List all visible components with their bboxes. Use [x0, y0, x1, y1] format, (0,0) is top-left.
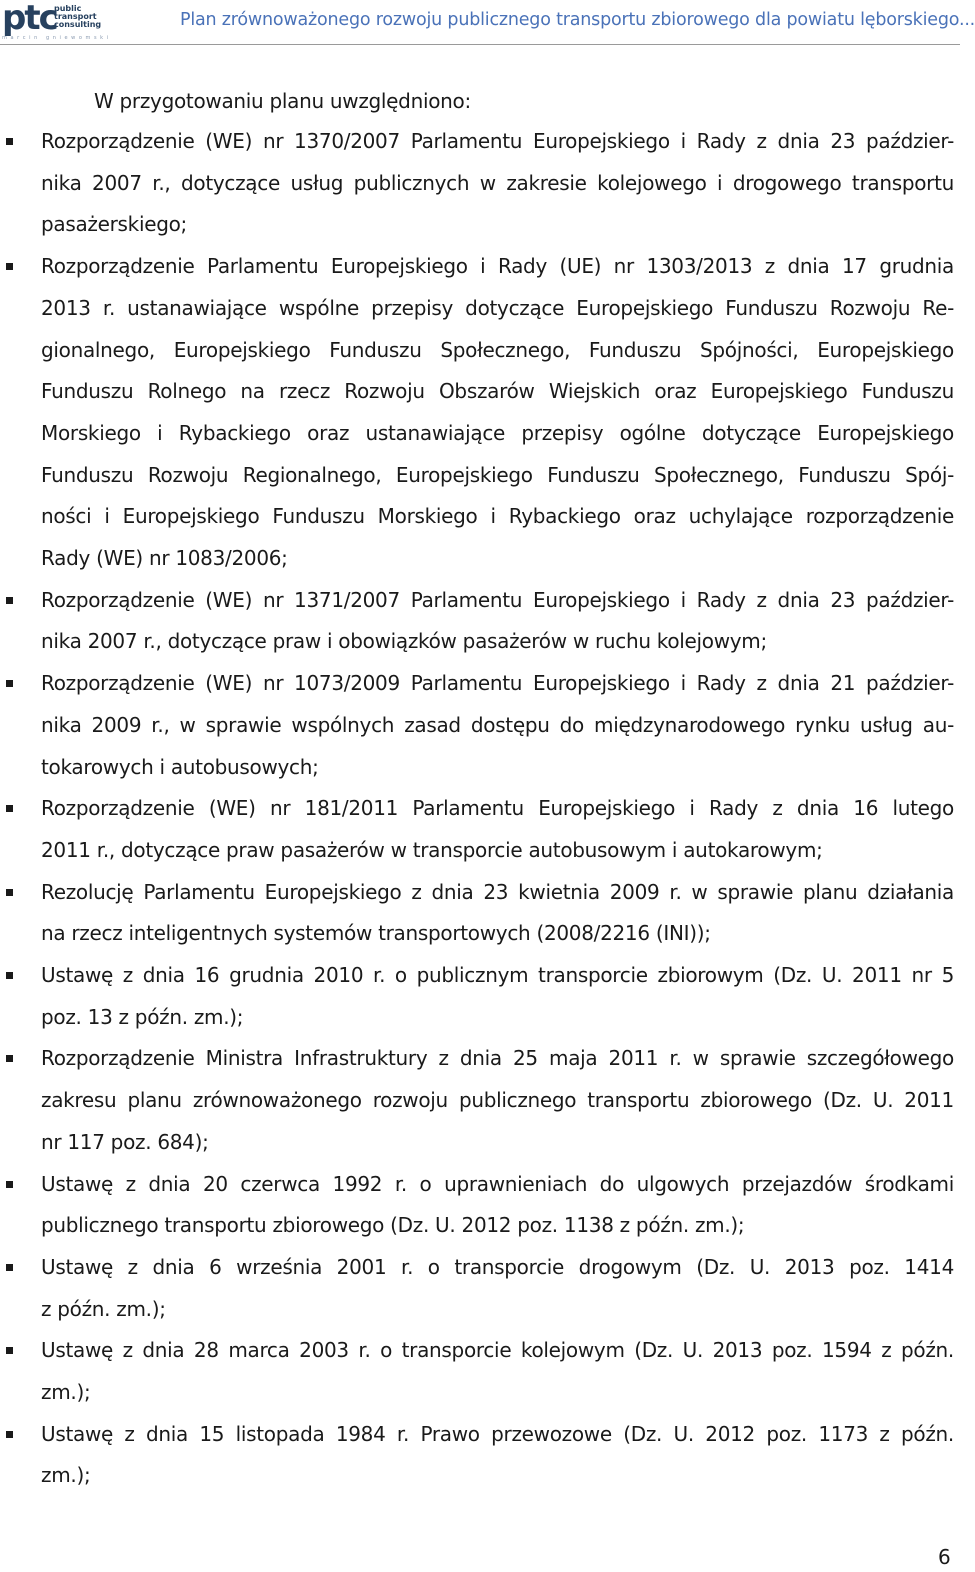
list-item-line: ności i Europejskiego Funduszu Morskiego i Rybackiego oraz uchylające rozporządzenie — [41, 504, 954, 529]
document-title: Plan zrównoważonego rozwoju publicznego transportu zbiorowego dla powiatu lęborskiego... — [180, 10, 975, 30]
bullet-icon — [6, 597, 13, 604]
list-item-line: zm.); — [41, 1463, 91, 1488]
list-item-line: nika 2009 r., w sprawie wspólnych zasad dostępu do międzynarodowego rynku usług au- — [41, 712, 954, 737]
list-item-line: Ustawę z dnia 16 grudnia 2010 r. o publicznym transporcie zbiorowym (Dz. U. 2011 nr 5 — [41, 963, 954, 987]
list-item-line: Funduszu Rozwoju Regionalnego, Europejskiego Funduszu Społecznego, Funduszu Spój- — [41, 462, 954, 487]
list-item-line: Funduszu Rolnego na rzecz Rozwoju Obszarów Wiejskich oraz Europejskiego Funduszu — [41, 379, 954, 404]
bullet-icon — [6, 1347, 13, 1354]
list-item-line: Rezolucję Parlamentu Europejskiego z dnia 23 kwietnia 2009 r. w sprawie planu działania — [41, 879, 954, 904]
bullet-icon — [6, 972, 13, 979]
list-item-line: Rozporządzenie (WE) nr 1370/2007 Parlamentu Europejskiego i Rady z dnia 23 paździer- — [41, 129, 954, 153]
list-item-line: nr 117 poz. 684); — [41, 1129, 209, 1154]
list-item-line: Rady (WE) nr 1083/2006; — [41, 546, 288, 570]
logo-tagline: m a r c i n g n i e w o m s k i — [2, 35, 110, 41]
list-item-line: zm.); — [41, 1380, 91, 1404]
list-item-line: Rozporządzenie Ministra Infrastruktury z dnia 25 maja 2011 r. w sprawie szczegółowego — [41, 1046, 954, 1071]
logo-subtext: public transport consulting — [54, 4, 102, 29]
page-header — [0, 0, 975, 44]
list-item-line: 2013 r. ustanawiające wspólne przepisy dotyczące Europejskiego Funduszu Rozwoju Re- — [41, 295, 954, 320]
list-item-line: zakresu planu zrównoważonego rozwoju publicznego transportu zbiorowego (Dz. U. 2011 — [41, 1088, 954, 1113]
bullet-icon — [6, 680, 13, 687]
list-item-line: Rozporządzenie Parlamentu Europejskiego i Rady (UE) nr 1303/2013 z dnia 17 grudnia — [41, 254, 954, 279]
bullet-icon — [6, 1181, 13, 1188]
list-item-line: Ustawę z dnia 6 września 2001 r. o transporcie drogowym (Dz. U. 2013 poz. 1414 — [41, 1254, 954, 1279]
list-item-line: nika 2007 r., dotyczące praw i obowiązków pasażerów w ruchu kolejowym; — [41, 629, 767, 654]
list-item-line: publicznego transportu zbiorowego (Dz. U. 2012 poz. 1138 z późn. zm.); — [41, 1213, 745, 1238]
header-divider — [0, 44, 960, 45]
list-item-line: Rozporządzenie (WE) nr 1073/2009 Parlamentu Europejskiego i Rady z dnia 21 paździer- — [41, 671, 954, 696]
page-number: 6 — [938, 1545, 951, 1569]
intro-text: W przygotowaniu planu uwzględniono: — [94, 89, 471, 113]
bullet-icon — [6, 1264, 13, 1271]
list-item-line: z późn. zm.); — [41, 1296, 166, 1321]
bullet-icon — [6, 1431, 13, 1438]
list-item-line: Morskiego i Rybackiego oraz ustanawiające przepisy ogólne dotyczące Europejskiego — [41, 420, 954, 445]
bullet-icon — [6, 263, 13, 270]
bullet-icon — [6, 889, 13, 896]
list-item-line: na rzecz inteligentnych systemów transportowych (2008/2216 (INI)); — [41, 921, 711, 946]
list-item-line: nika 2007 r., dotyczące usług publicznych w zakresie kolejowego i drogowego transportu — [41, 170, 954, 195]
list-item-line: pasażerskiego; — [41, 212, 187, 237]
bullet-icon — [6, 1055, 13, 1062]
logo-text: ptc — [2, 0, 57, 38]
list-item-line: gionalnego, Europejskiego Funduszu Społecznego, Funduszu Spójności, Europejskiego — [41, 337, 954, 362]
bullet-icon — [6, 138, 13, 145]
list-item-line: Rozporządzenie (WE) nr 181/2011 Parlamentu Europejskiego i Rady z dnia 16 lutego — [41, 796, 954, 821]
ptc-logo — [2, 0, 110, 41]
list-item-line: poz. 13 z późn. zm.); — [41, 1004, 244, 1029]
list-item-line: Ustawę z dnia 20 czerwca 1992 r. o uprawnieniach do ulgowych przejazdów środkami — [41, 1171, 954, 1196]
bullet-icon — [6, 805, 13, 812]
list-item-line: 2011 r., dotyczące praw pasażerów w transporcie autobusowym i autokarowym; — [41, 837, 823, 862]
list-item-line: Rozporządzenie (WE) nr 1371/2007 Parlamentu Europejskiego i Rady z dnia 23 paździer- — [41, 587, 954, 612]
list-item-line: tokarowych i autobusowych; — [41, 754, 319, 779]
list-item-line: Ustawę z dnia 15 listopada 1984 r. Prawo przewozowe (Dz. U. 2012 poz. 1173 z późn. — [41, 1421, 954, 1446]
list-item-line: Ustawę z dnia 28 marca 2003 r. o transporcie kolejowym (Dz. U. 2013 poz. 1594 z późn. — [41, 1338, 954, 1363]
